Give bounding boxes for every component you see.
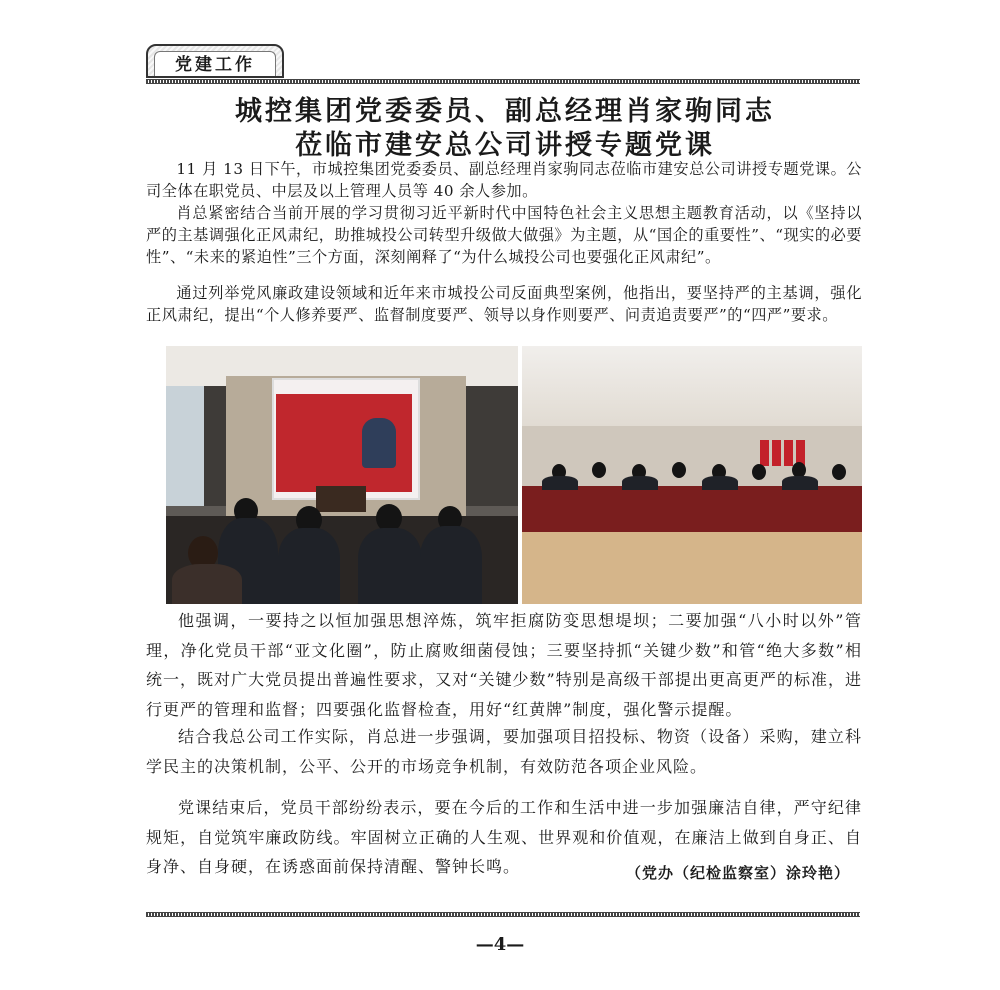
paragraph-3: 通过列举党风廉政建设领域和近年来市城投公司反面典型案例，他指出，要坚持严的主基调，强化正风肃纪，提出“个人修养要严、监督制度要严、领导以身作则要严、问责追责要严”的“四严”要求。 bbox=[146, 284, 862, 324]
section-tab bbox=[146, 44, 284, 78]
byline: （党办（纪检监察室）涂玲艳） bbox=[625, 864, 850, 882]
footer-rule bbox=[146, 912, 860, 917]
paragraph-5: 结合我总公司工作实际，肖总进一步强调，要加强项目招投标、物资（设备）采购，建立科学民主的决策机制，公平、公开的市场竞争机制，有效防范各项企业风险。 bbox=[146, 727, 862, 776]
paragraph-1: 11 月 13 日下午，市城控集团党委委员、副总经理肖家驹同志莅临市建安总公司讲授专题党课。公司全体在职党员、中层及以上管理人员等 40 余人参加。 bbox=[146, 160, 862, 200]
article-title-line1: 城控集团党委委员、副总经理肖家驹同志 bbox=[235, 96, 775, 127]
paragraph-4: 他强调，一要持之以恒加强思想淬炼，筑牢拒腐防变思想堤坝；二要加强“八小时以外”管理，净化党员干部“亚文化圈”，防止腐败细菌侵蚀；三要坚持抓“关键少数”和管“绝大多数”相统一，既对广大党员提出普遍性要求，又对“关键少数”特别是高级干部提出更高更严的标准，进行更严的管理和监督；四要强化监督检查，用好“红黄牌”制度，强化警示提醒。 bbox=[146, 611, 862, 719]
header-rule bbox=[146, 79, 860, 84]
page-number: —4— bbox=[475, 934, 525, 955]
lecture-photo bbox=[166, 346, 518, 604]
meeting-photo bbox=[522, 346, 862, 604]
section-label: 党建工作 bbox=[154, 51, 276, 76]
paragraph-2: 肖总紧密结合当前开展的学习贯彻习近平新时代中国特色社会主义思想主题教育活动，以《坚持以严的主基调强化正风肃纪，助推城投公司转型升级做大做强》为主题，从“国企的重要性”、“现实的必要性”、“未来的紧迫性”三个方面，深刻阐释了“为什么城投公司也要强化正风肃纪”。 bbox=[146, 204, 862, 266]
paragraph-6: 党课结束后，党员干部纷纷表示，要在今后的工作和生活中进一步加强廉洁自律，严守纪律规矩，自觉筑牢廉政防线。牢固树立正确的人生观、世界观和价值观，在廉洁上做到自身正、自身净、自身硬，在诱惑面前保持清醒、警钟长鸣。 bbox=[146, 798, 862, 876]
article-title-line2: 莅临市建安总公司讲授专题党课 bbox=[295, 130, 715, 161]
